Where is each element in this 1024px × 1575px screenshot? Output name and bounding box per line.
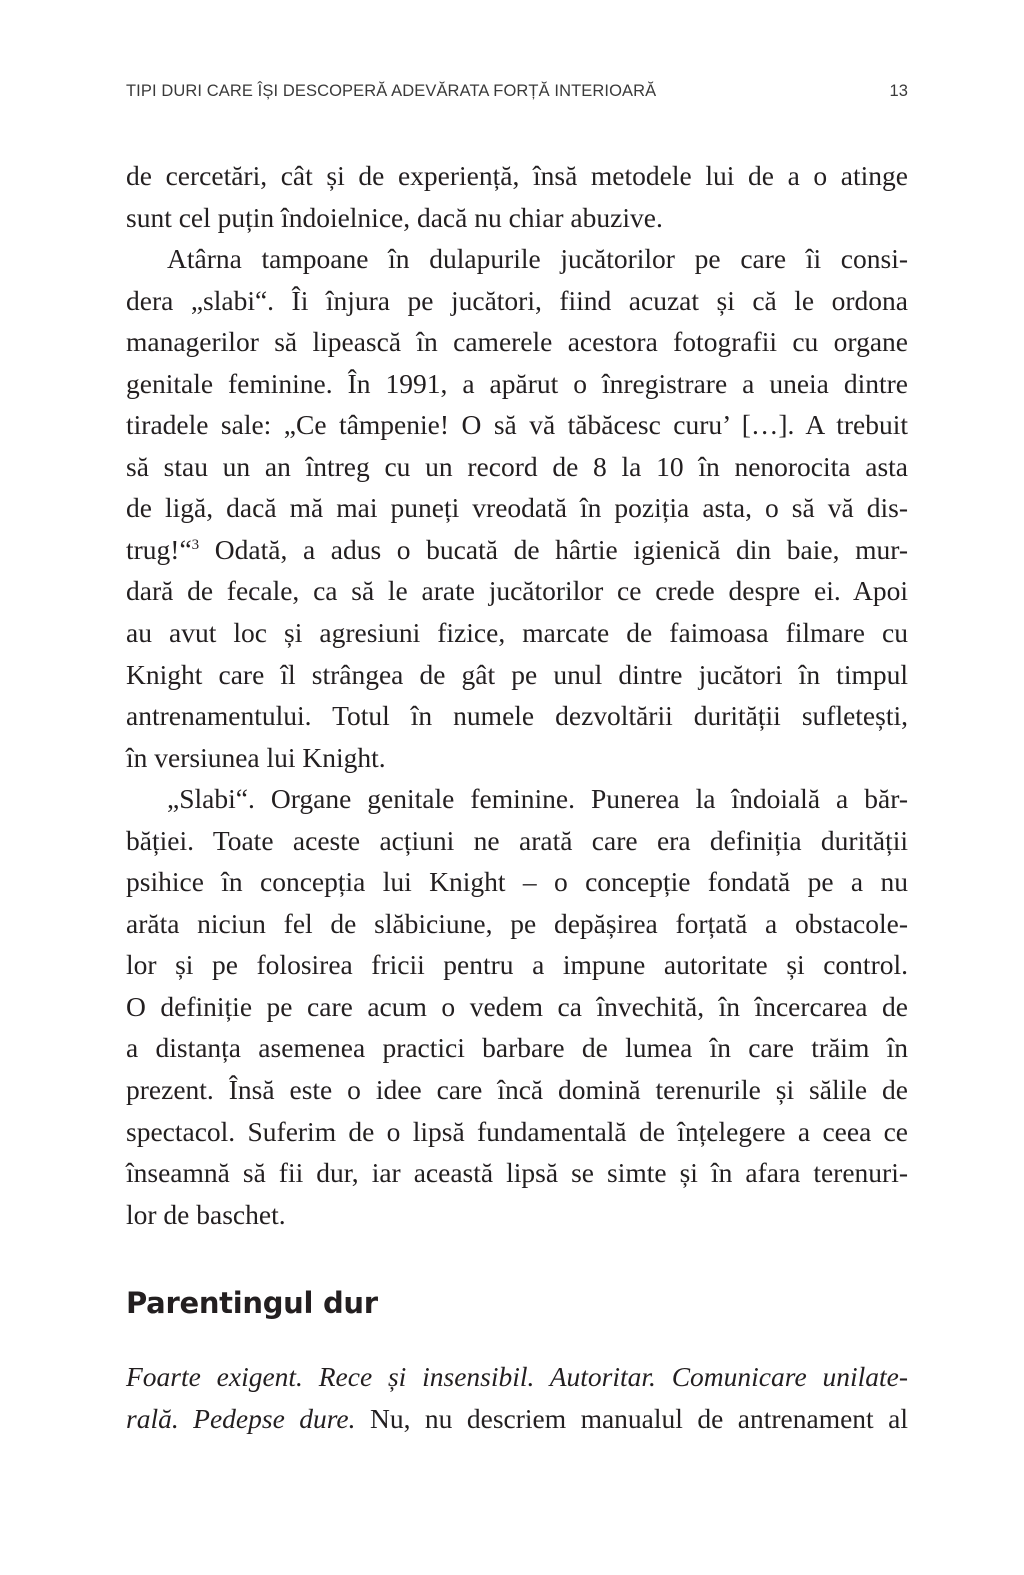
page-number: 13	[889, 82, 908, 100]
italic-text: rală. Pedepse dure.	[126, 1402, 356, 1434]
text-line: „Slabi“. Organe genitale feminine. Punerea la îndoială a băr-	[167, 783, 908, 815]
running-head	[126, 82, 908, 106]
text-line: Knight care îl strângea de gât pe unul dintre jucători în timpul	[126, 658, 908, 690]
text-line: genitale feminine. În 1991, a apărut o înregistrare a uneia dintre	[126, 367, 908, 399]
text-line: antrenamentului. Totul în numele dezvoltării durității sufletești,	[126, 700, 908, 732]
running-head-title: TIPI DURI CARE ÎȘI DESCOPERĂ ADEVĂRATA FORȚĂ INTERIOARĂ	[126, 82, 657, 100]
text-line: înseamnă să fii dur, iar această lipsă se simte și în afara terenuri-	[126, 1157, 908, 1189]
text-segment: trug!“	[126, 533, 192, 565]
text-line: dară de fecale, ca să le arate jucătorilor ce crede despre ei. Apoi	[126, 575, 908, 607]
text-line: să stau un an întreg cu un record de 8 la 10 în nenorocita asta	[126, 450, 908, 482]
text-line: managerilor să lipească în camerele acestora fotografii cu organe	[126, 326, 908, 358]
text-line: arăta niciun fel de slăbiciune, pe depășirea forțată a obstacole-	[126, 907, 908, 939]
text-line: în versiunea lui Knight.	[126, 741, 386, 773]
text-line	[126, 1398, 908, 1440]
text-segment: Nu, nu descriem manualul de antrenament al	[355, 1402, 908, 1434]
text-line: lor și pe folosirea fricii pentru a impune autoritate și control.	[126, 949, 908, 981]
text-line: au avut loc și agresiuni fizice, marcate de faimoasa filmare cu	[126, 617, 908, 649]
text-line	[126, 1356, 908, 1398]
italic-text: Foarte exigent. Rece și insensibil. Autoritar. Comunicare unilate-	[126, 1361, 908, 1392]
text-line: lor de baschet.	[126, 1198, 286, 1230]
text-line: psihice în concepția lui Knight – o concepție fondată pe a nu	[126, 866, 908, 898]
text-line: spectacol. Suferim de o lipsă fundamentală de înțelegere a ceea ce	[126, 1115, 908, 1147]
body-text	[126, 155, 908, 1235]
text-line: Atârna tampoane în dulapurile jucătorilor pe care îi consi-	[167, 243, 908, 275]
section-heading: Parentingul dur	[126, 1286, 378, 1320]
text-line	[126, 529, 908, 571]
text-line: O definiție pe care acum o vedem ca învechită, în încercarea de	[126, 990, 908, 1022]
text-line: dera „slabi“. Îi înjura pe jucători, fiind acuzat și că le ordona	[126, 284, 908, 316]
text-line: de cercetări, cât și de experiență, însă metodele lui de a o atinge	[126, 160, 908, 191]
text-line: prezent. Însă este o idee care încă domină terenurile și sălile de	[126, 1074, 908, 1106]
section-body-text	[126, 1356, 908, 1439]
text-line: de ligă, dacă mă mai puneți vreodată în poziția asta, o să vă dis-	[126, 492, 908, 524]
text-line: a distanța asemenea practici barbare de lumea în care trăim în	[126, 1032, 908, 1064]
text-line: sunt cel puțin îndoielnice, dacă nu chiar abuzive.	[126, 201, 663, 233]
text-segment: Odată, a adus o bucată de hârtie igienică din baie, mur-	[199, 533, 908, 565]
text-line: băției. Toate aceste acțiuni ne arată care era definiția durității	[126, 824, 908, 856]
text-line: tiradele sale: „Ce tâmpenie! O să vă tăbăcesc curu’ […]. A trebuit	[126, 409, 908, 441]
footnote-ref: 3	[191, 536, 200, 553]
